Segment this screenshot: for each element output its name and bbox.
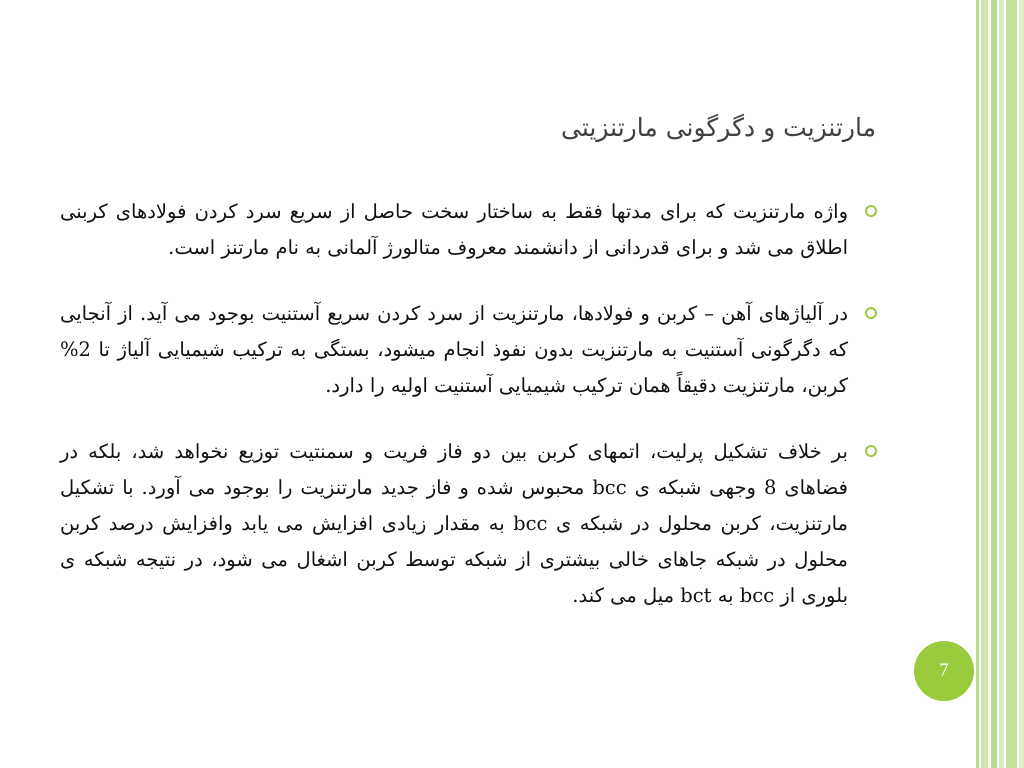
bullet-circle-icon [865, 307, 877, 319]
decorative-stripe [976, 0, 979, 768]
decorative-stripe [1019, 0, 1024, 768]
bullet-text: در آلیاژهای آهن – کربن و فولادها، مارتنزیت از سرد کردن سریع آستنیت بوجود می آید. از آنجایی که دگرگونی آستنیت به مارتنزیت بدون نفوذ انجام میشود، بستگی به ترکیب شیمیایی آلیاژ تا 2% کربن، مارتنزیت دقیقاً همان ترکیب شیمیایی آستنیت اولیه را دارد. [60, 302, 848, 397]
slide-title: مارتنزیت و دگرگونی مارتنزیتی [561, 113, 876, 142]
bullet-circle-icon [865, 445, 877, 457]
decorative-stripe [981, 0, 988, 768]
bullet-item [60, 296, 880, 404]
bullet-item [60, 194, 880, 266]
page-number-badge: 7 [914, 641, 974, 701]
slide-body [60, 194, 880, 644]
bullet-circle-icon [865, 205, 877, 217]
bullet-text: واژه مارتنزیت که برای مدتها فقط به ساختار سخت حاصل از سریع سرد کردن فولادهای کربنی اطلاق می شد و برای قدردانی از دانشمند معروف متالورژ آلمانی به نام مارتنز است. [60, 200, 848, 259]
decorative-stripe [1006, 0, 1017, 768]
decorative-stripe [999, 0, 1004, 768]
decorative-stripe [991, 0, 997, 768]
bullet-text: بر خلاف تشکیل پرلیت، اتمهای کربن بین دو فاز فریت و سمنتیت توزیع نخواهد شد، بلکه در فضاهای 8 وجهی شبکه ی bcc محبوس شده و فاز جدید مارتنزیت را بوجود می آورد. با تشکیل مارتنزیت، کربن محلول در شبکه ی bcc به مقدار زیادی افزایش می یابد وافزایش درصد کربن محلول در شبکه جاهای خالی بیشتری از شبکه توسط کربن اشغال می شود، در نتیجه شبکه ی بلوری از bcc به bct میل می کند. [60, 440, 849, 607]
bullet-item [60, 434, 880, 614]
